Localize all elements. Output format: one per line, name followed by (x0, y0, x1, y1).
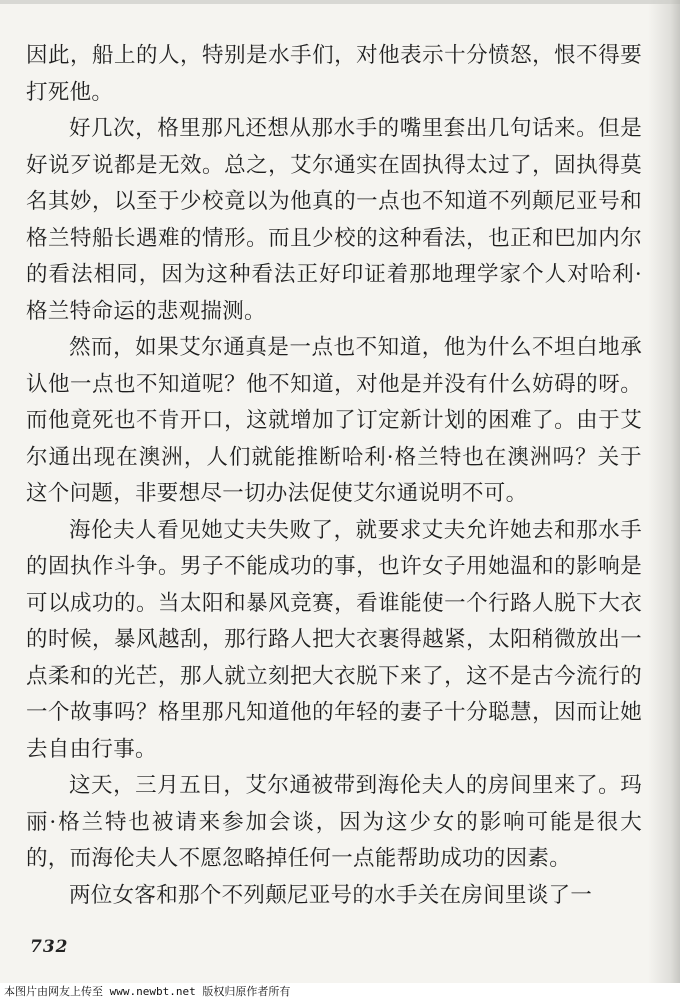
page-number: 732 (30, 937, 69, 957)
paragraph-6: 两位女客和那个不列颠尼亚号的水手关在房间里谈了一 (69, 882, 593, 908)
watermark-bar (0, 983, 680, 1001)
paragraph-5: 这天，三月五日，艾尔通被带到海伦夫人的房间里来了。玛丽·格兰特也被请来参加会谈，因为这少女的影响可能是很大的，而海伦夫人不愿忽略掉任何一点能帮助成功的因素。 (26, 773, 642, 871)
binding-shadow (648, 0, 680, 1001)
body-text (26, 38, 642, 914)
page-top-edge (0, 0, 680, 4)
paragraph-3: 然而，如果艾尔通真是一点也不知道，他为什么不坦白地承认他一点也不知道呢？他不知道，对他是并没有什么妨碍的呀。而他竟死也不肯开口，这就增加了订定新计划的困难了。由于艾尔通出现在澳洲，人们就能推断哈利·格兰特也在澳洲吗？关于这个问题，非要想尽一切办法促使艾尔通说明不可。 (26, 335, 642, 506)
paragraph-1: 因此，船上的人，特别是水手们，对他表示十分愤怒，恨不得要打死他。 (26, 43, 642, 105)
paragraph-2: 好几次，格里那凡还想从那水手的嘴里套出几句话来。但是好说歹说都是无效。总之，艾尔通实在固执得太过了，固执得莫名其妙，以至于少校竟以为他真的一点也不知道不列颠尼亚号和格兰特船长遇难的情形。而且少校的这种看法，也正和巴加内尔的看法相同，因为这种看法正好印证着那地理学家个人对哈利·格兰特命运的悲观揣测。 (26, 116, 642, 324)
paragraph-4: 海伦夫人看见她丈夫失败了，就要求丈夫允许她去和那水手的固执作斗争。男子不能成功的事，也许女子用她温和的影响是可以成功的。当太阳和暴风竞赛，看谁能使一个行路人脱下大衣的时候，暴风越刮，那行路人把大衣裹得越紧，太阳稍微放出一点柔和的光芒，那人就立刻把大衣脱下来了，这不是古今流行的一个故事吗？格里那凡知道他的年轻的妻子十分聪慧，因而让她去自由行事。 (26, 517, 642, 762)
watermark-text: 本图片由网友上传至 www.newbt.net 版权归原作者所有 (4, 985, 291, 998)
